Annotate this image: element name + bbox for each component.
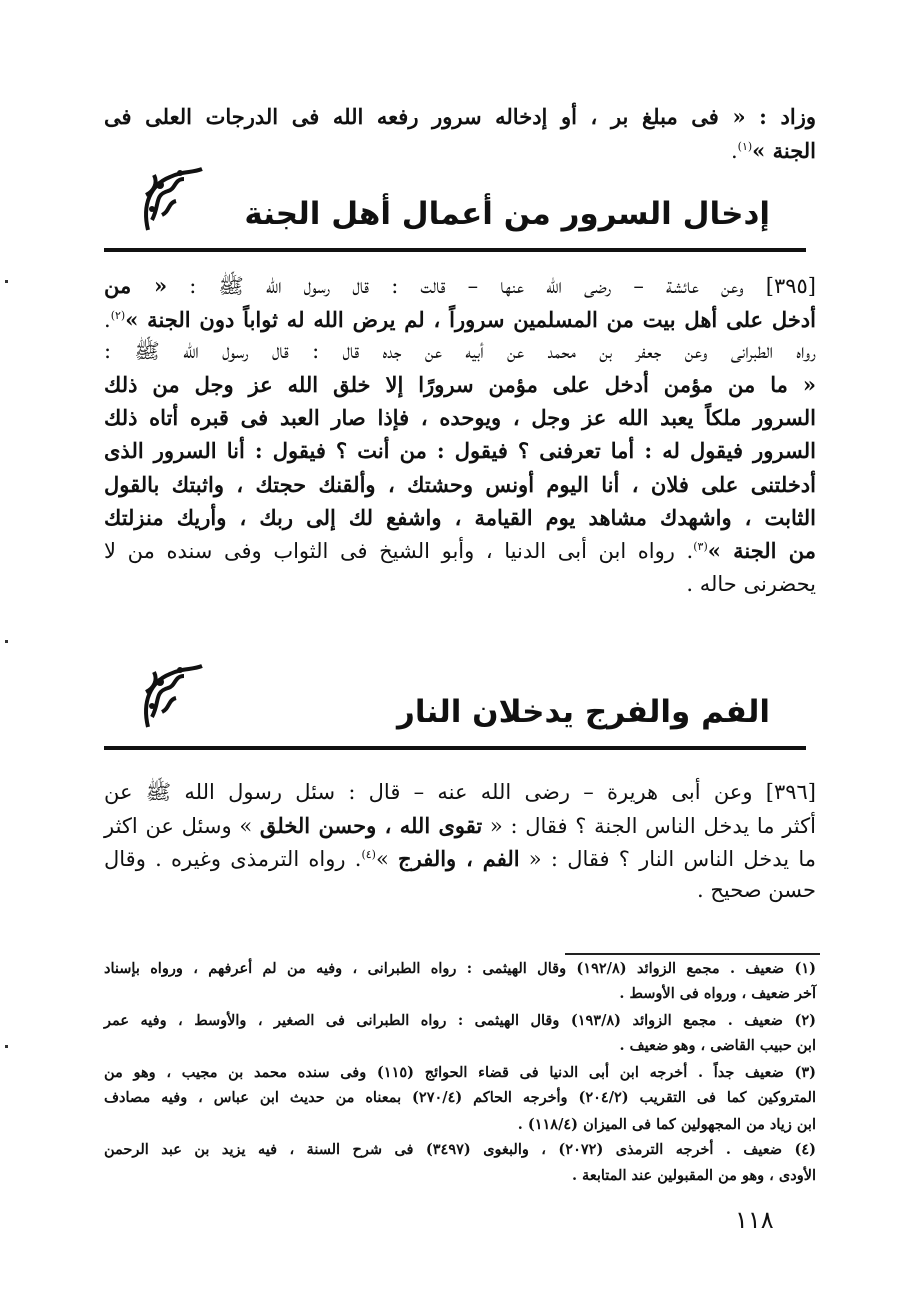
text-line	[104, 335, 816, 368]
text-segment: آخر ضعيف ، ورواه فى الأوسط .	[619, 985, 816, 1002]
text-line	[104, 501, 816, 534]
text-line	[104, 1060, 816, 1085]
text-segment: (٣) ضعيف جداً . أخرجه ابن أبى الدنيا فى قضاء الحوائج (١١٥) وفى سنده محمد بن مجيب ، وهو من	[104, 1064, 816, 1081]
text-segment: [٣٩٥] وعن عائشة – رضى الله عنها – قالت : قال رسول الله ﷺ :	[167, 274, 816, 298]
text-segment: « من	[104, 273, 168, 298]
text-segment: . رواه ابن أبى الدنيا ، وأبو الشيخ فى الثواب وفى سنده من لا	[104, 539, 694, 563]
text-segment: من الجنة »	[707, 538, 816, 563]
text-segment: [٣٩٦] وعن أبى هريرة – رضى الله عنه – قال : سئل رسول الله ﷺ عن	[104, 780, 816, 804]
text-line	[104, 1033, 816, 1058]
text-segment: أدخل على أهل بيت من المسلمين سروراً ، لم يرض الله له ثواباً دون الجنة »	[125, 307, 816, 332]
text-segment: الثابت ، واشهدك مشاهد يوم القيامة ، واشفع لك إلى ربك ، وأريك منزلتك	[104, 505, 816, 530]
text-segment: (١) ضعيف . مجمع الزوائد (١٩٢/٨) وقال الهيثمى : رواه الطبرانى ، وفيه من لم أعرفهم ، ورواه بإسناد	[104, 960, 816, 977]
text-line	[104, 1163, 816, 1188]
footnote-marker: (١)	[737, 140, 753, 153]
text-segment: يحضرنى حاله .	[686, 572, 816, 596]
text-segment: . رواه الترمذى وغيره . وقال	[104, 847, 362, 871]
heading-underline	[104, 746, 806, 750]
text-segment: « ما من مؤمن أدخل على مؤمن سرورًا إلا خلق الله عز وجل من ذلك	[104, 372, 816, 397]
text-line	[104, 1112, 816, 1137]
footnote-marker: (٢)	[110, 309, 126, 322]
text-segment: ابن حبيب القاضى ، وهو ضعيف .	[619, 1037, 816, 1054]
text-line	[104, 434, 816, 467]
text-segment: (٤) ضعيف . أخرجه الترمذى (٢٠٧٢) ، والبغوى (٣٤٩٧) فى شرح السنة ، فيه يزيد بن عبد الرحمن	[104, 1141, 816, 1158]
text-line	[104, 956, 816, 981]
text-segment: الأودى ، وهو من المقبولين عند المتابعة .	[571, 1167, 816, 1184]
text-line	[104, 568, 816, 601]
text-line	[104, 1085, 816, 1110]
text-segment: رواه الطبرانى وعن جعفر بن محمد عن أبيه عن جده قال : قال رسول الله ﷺ :	[104, 339, 816, 363]
scan-mark	[5, 640, 8, 643]
text-segment: حسن صحيح .	[696, 878, 816, 902]
text-line	[104, 368, 816, 401]
heading-underline	[104, 248, 806, 252]
footnote-marker: (٤)	[361, 848, 376, 861]
text-line	[104, 269, 816, 302]
section-heading-2: الفم والفرج يدخلان النار	[396, 694, 770, 730]
text-segment: السرور فيقول له : أما تعرفنى ؟ فيقول : من أنت ؟ فيقول : أنا السرور الذى	[104, 438, 816, 463]
text-segment: ما يدخل الناس النار ؟ فقال : «	[519, 847, 816, 871]
footnote-marker: (٣)	[693, 540, 708, 553]
page-number: ١١٨	[735, 1206, 774, 1234]
scan-mark	[5, 280, 8, 283]
text-segment: »	[375, 847, 399, 871]
text-line	[104, 776, 816, 809]
text-line	[104, 303, 816, 336]
section-heading-1: إدخال السرور من أعمال أهل الجنة	[244, 196, 770, 232]
text-line	[104, 842, 816, 875]
text-line	[104, 809, 816, 842]
text-line	[104, 100, 816, 133]
text-line	[104, 1008, 816, 1033]
text-segment: » وسئل عن اكثر	[104, 814, 260, 838]
text-line	[104, 534, 816, 567]
text-segment: ابن زياد من المجهولين كما فى الميزان (١١٨/٤) .	[517, 1116, 816, 1133]
footnote-separator	[565, 953, 820, 955]
text-line	[104, 981, 816, 1006]
text-segment: الجنة »	[752, 138, 816, 163]
text-segment: أدخلتنى على فلان ، أنا اليوم أونس وحشتك ، وألقنك حجتك ، واثبتك بالقول	[104, 472, 816, 497]
text-line	[104, 1137, 816, 1162]
text-line	[104, 468, 816, 501]
text-segment: السرور ملكاً يعبد الله عز وجل ، ويوحده ، فإذا صار العبد فى قبره أتاه ذلك	[104, 405, 816, 430]
text-segment: (٢) ضعيف . مجمع الزوائد (١٩٣/٨) وقال الهيثمى : رواه الطبرانى فى الصغير ، والأوسط ، وفيه عمر	[104, 1012, 816, 1029]
text-segment: الفم ، والفرج	[398, 846, 520, 871]
text-segment: المتروكين كما فى التقريب (٢٠٤/٢) وأخرجه الحاكم (٢٧٠/٤) بمعناه من حديث ابن عباس ، وفيه مصادف	[104, 1089, 816, 1106]
text-segment: تقوى الله ، وحسن الخلق	[259, 813, 483, 838]
text-line	[104, 401, 816, 434]
text-segment: .	[730, 139, 738, 163]
scan-mark	[5, 1045, 8, 1048]
text-segment: وزاد : « فى مبلغ بر ، أو إدخاله سرور رفعه الله فى الدرجات العلى فى	[104, 104, 816, 129]
text-segment: أكثر ما يدخل الناس الجنة ؟ فقال : «	[482, 814, 816, 838]
text-line	[104, 874, 816, 907]
text-segment: .	[104, 308, 111, 332]
text-line	[104, 134, 816, 167]
